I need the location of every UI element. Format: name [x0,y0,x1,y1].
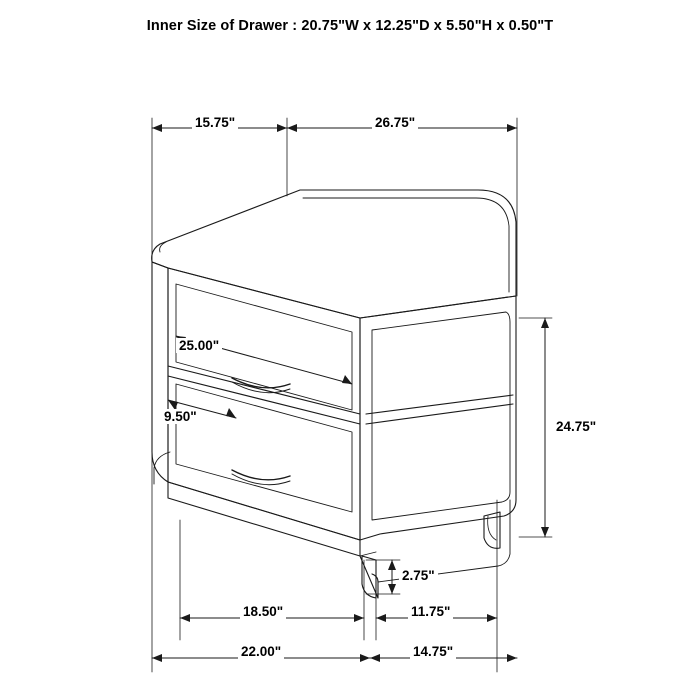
arrow-22-00-left [152,654,162,662]
arrow-25-00-right [342,375,352,384]
dimension-label-9-50: 9.50" [161,409,200,424]
dimension-label-15-75: 15.75" [192,115,238,130]
leg-right-detail [488,516,496,540]
arrow-11-75-left [376,614,386,622]
arrow-11-75-right [487,614,497,622]
base-left [168,482,360,556]
page-title: Inner Size of Drawer : 20.75"W x 12.25"D x 5.50"H x 0.50"T [146,18,554,34]
cabinet-top-outline [152,190,516,318]
dimension-label-26-75: 26.75" [372,115,418,130]
base-front-bottom [378,500,510,582]
arrow-18-50-right [354,614,364,622]
arrow-9-50-right [226,408,236,418]
front-frame-inner [372,312,510,520]
arrow-26-75-left [287,124,297,132]
dimension-label-2-75: 2.75" [399,568,438,583]
dimension-label-18-50: 18.50" [240,604,286,619]
arrow-22-00-right [360,654,370,662]
arrow-14-75-left [370,654,380,662]
dimension-label-11-75: 11.75" [408,604,453,619]
drawer-divider-front-2 [366,395,513,414]
arrow-26-75-right [507,124,517,132]
dimension-label-24-75: 24.75" [553,419,599,434]
arrow-18-50-left [180,614,190,622]
base-front-return [360,556,378,598]
arrow-15-75-left [152,124,162,132]
base-front-edge [360,540,376,556]
dimension-label-14-75: 14.75" [410,644,456,659]
arrow-2-75-bottom [388,584,396,594]
dimension-label-25-00: 25.00" [176,338,222,353]
arrow-24-75-top [541,318,549,328]
cabinet-top-bevel [303,198,509,292]
drawer-divider-front [366,404,513,424]
arrow-15-75-right [277,124,287,132]
arrow-2-75-top [388,560,396,570]
arrow-24-75-bottom [541,527,549,537]
arrow-14-75-right [507,654,517,662]
dimension-label-22-00: 22.00" [238,644,284,659]
cabinet-left-panel [152,262,168,482]
